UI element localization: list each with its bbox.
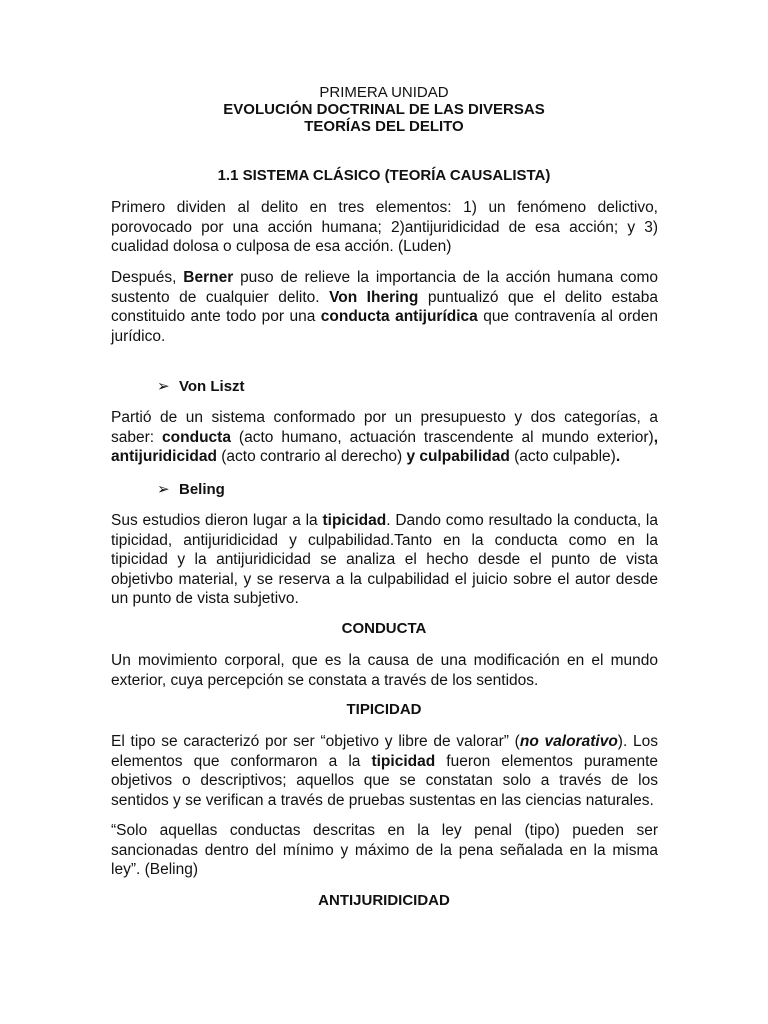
unit-label: PRIMERA UNIDAD xyxy=(319,84,449,101)
paragraph-1: Primero dividen al delito en tres elementos: 1) un fenómeno delictivo, porovocado por una acción humana; 2)antijuridicidad de esa acción; y 3) cualidad dolosa o culposa de esa acción. (Luden) xyxy=(111,199,658,256)
p2-text-2: puso de relieve la importancia de la acción humana como sustento de cualquier delito. xyxy=(111,269,658,306)
arrow-bullet-icon: ➢ xyxy=(157,378,170,395)
p2-text-3: puntualizó que el delito estaba constituido ante todo por una xyxy=(111,288,658,326)
paragraph-6 xyxy=(111,732,658,810)
p6-bold-tipicidad: tipicidad xyxy=(371,752,436,770)
paragraph-7-quote: “Solo aquellas conductas descritas en la ley penal (tipo) pueden ser sancionadas dentro del mínimo y máximo de la pena señalada en la misma ley”. (Beling) xyxy=(111,822,658,879)
p3-text-1: Partió de un sistema conformado por un presupuesto y dos categorías, a saber: xyxy=(111,409,658,446)
p3-text-2: (acto humano, actuación trascendente al mundo exterior) xyxy=(230,428,654,446)
p3-bold-conducta: conducta xyxy=(162,428,231,446)
paragraph-3 xyxy=(111,408,658,467)
p3-text-4: (acto contrario al derecho) xyxy=(216,448,407,466)
paragraph-5: Un movimiento corporal, que es la causa de una modificación en el mundo exterior, cuya percepción se constata a través de los sentidos. xyxy=(111,652,658,689)
p6-text-2: ). Los elementos que conformaron a la xyxy=(111,733,659,770)
p3-text-5: (acto culpable) xyxy=(509,448,616,466)
p4-text-2: . Dando como resultado la conducta, la tipicidad, antijuridicidad y culpabilidad.Tanto en la conducta como en la tipicidad y la antijuridicidad se analiza el hecho desde el punto de vista objetivbo material, y se reserva a la culpabilidad el juicio sobre el autor desde un punto de vista subjetivo. xyxy=(111,512,658,608)
heading-conducta: CONDUCTA xyxy=(341,620,427,637)
p6-text-1: El tipo se caracterizó por ser “objetivo y libre de valorar” ( xyxy=(111,733,520,750)
doc-title-line1: EVOLUCIÓN DOCTRINAL DE LAS DIVERSAS xyxy=(223,101,545,118)
p2-bold-ihering: Von Ihering xyxy=(329,288,419,306)
paragraph-4 xyxy=(111,511,658,609)
p3-bold-culpabilidad: y culpabilidad xyxy=(406,448,510,466)
bullet-beling-label: Beling xyxy=(179,481,225,498)
p4-text-1: Sus estudios dieron lugar a la xyxy=(111,512,323,529)
p6-text-3: fueron elementos puramente objetivos o descriptivos; aquellos que se constatan solo a través de los sentidos y se verifican a través de pruebas sustentas en las ciencias naturales. xyxy=(111,752,659,809)
p3-bold-antijuridicidad: antijuridicidad xyxy=(111,448,217,466)
p2-text-1: Después, xyxy=(111,269,184,286)
p3-bold-period: . xyxy=(615,448,621,466)
p2-text-4: que contravenía al orden jurídico. xyxy=(111,308,659,345)
p6-bold-italic-no-valorativo: no valorativo xyxy=(519,733,618,750)
section-heading: 1.1 SISTEMA CLÁSICO (TEORÍA CAUSALISTA) xyxy=(217,167,551,184)
p2-bold-berner: Berner xyxy=(183,269,234,286)
bullet-beling xyxy=(157,480,225,498)
title-block xyxy=(0,84,768,135)
p2-bold-conducta: conducta antijurídica xyxy=(320,308,478,326)
doc-title-line2: TEORÍAS DEL DELITO xyxy=(304,118,464,135)
p3-bold-comma: , xyxy=(653,428,658,446)
heading-antijuridicidad: ANTIJURIDICIDAD xyxy=(318,892,450,909)
bullet-von-liszt xyxy=(157,377,245,395)
heading-tipicidad: TIPICIDAD xyxy=(346,701,422,718)
arrow-bullet-icon: ➢ xyxy=(157,481,170,498)
paragraph-2 xyxy=(111,268,658,346)
bullet-von-liszt-label: Von Liszt xyxy=(179,378,245,395)
p4-bold-tipicidad: tipicidad xyxy=(322,512,387,529)
